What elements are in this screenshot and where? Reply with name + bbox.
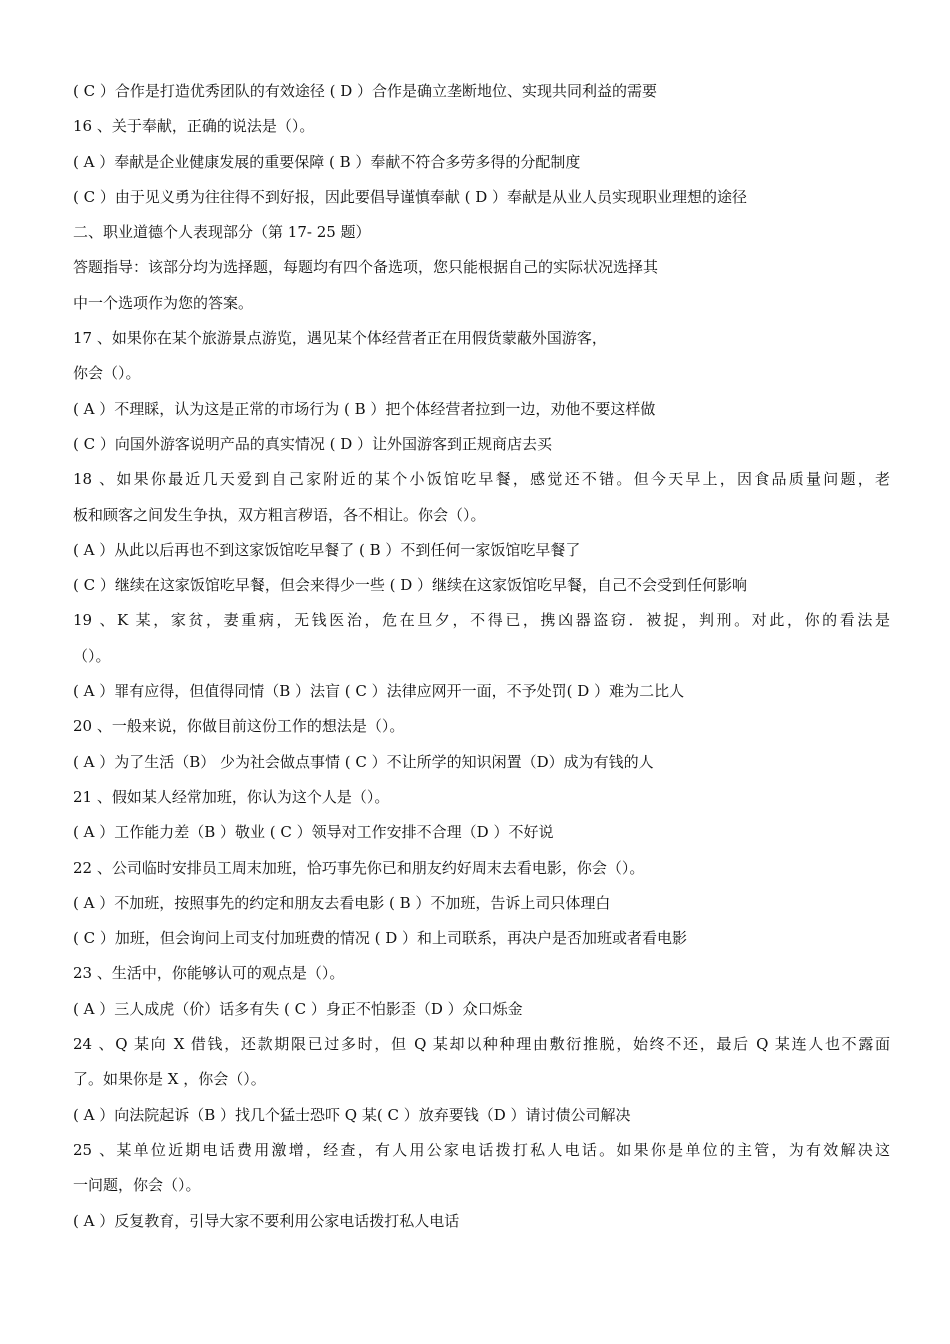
question-19: 19 、K 某，家贫，妻重病，无钱医治，危在旦夕，不得已，携凶器盗窃．被捉，判刑。对此，你的看法是 (73, 611, 890, 630)
question-24-cont: 了。如果你是 X ，你会（）。 (73, 1070, 266, 1089)
question-23: 23 、生活中，你能够认可的观点是（）。 (73, 964, 345, 983)
option-line-23: ( A ）三人成虎（价）话多有失 ( C ）身正不怕影歪（D ）众口烁金 (73, 999, 523, 1018)
question-24: 24 、Q 某向 X 借钱，还款期限已过多时，但 Q 某却以种种理由敷衍推脱，始终不还，最后 Q 某连人也不露面 (73, 1035, 890, 1054)
option-line-15cd: ( C ）合作是打造优秀团队的有效途径 ( D ）合作是确立垄断地位、实现共同利益的需要 (73, 82, 658, 100)
question-18: 18 、如果你最近几天爱到自己家附近的某个小饭馆吃早餐，感觉还不错。但今天早上，因食品质量问题，老 (73, 470, 890, 489)
instructions-line-2: 中一个选项作为您的答案。 (73, 293, 254, 312)
question-19-cont: （）。 (73, 646, 111, 665)
question-18-cont: 板和顾客之间发生争执，双方粗言秽语，各不相让。你会（）。 (73, 505, 486, 524)
question-20: 20 、一般来说，你做目前这份工作的想法是（）。 (73, 717, 405, 736)
question-25: 25 、某单位近期电话费用激增，经查，有人用公家电话拨打私人电话。如果你是单位的主管，为有效解决这 (73, 1140, 890, 1159)
option-line-16ab: ( A ）奉献是企业健康发展的重要保障 ( B ）奉献不符合多劳多得的分配制度 (73, 152, 581, 171)
section-heading: 二、职业道德个人表现部分（第 17- 25 题） (73, 223, 371, 242)
option-line-16cd: ( C ）由于见义勇为往往得不到好报，因此要倡导谨慎奉献 ( D ）奉献是从业人员实现职业理想的途径 (73, 187, 748, 206)
option-line-25a: ( A ）反复教育，引导大家不要利用公家电话拨打私人电话 (73, 1211, 460, 1230)
question-17: 17 、如果你在某个旅游景点游览，遇见某个体经营者正在用假货蒙蔽外国游客， (73, 329, 607, 348)
option-line-17ab: ( A ）不理睬，认为这是正常的市场行为 ( B ）把个体经营者拉到一边，劝他不要这样做 (73, 399, 656, 418)
option-line-21: ( A ）工作能力差（B ）敬业 ( C ）领导对工作安排不合理（D ）不好说 (73, 823, 554, 842)
instructions-line-1: 答题指导：该部分均为选择题，每题均有四个备选项，您只能根据自己的实际状况选择其 (73, 258, 659, 277)
question-25-cont: 一问题，你会（）。 (73, 1176, 201, 1195)
option-line-22ab: ( A ）不加班，按照事先的约定和朋友去看电影 ( B ）不加班，告诉上司只体理白 (73, 893, 611, 912)
option-line-17cd: ( C ）向国外游客说明产品的真实情况 ( D ）让外国游客到正规商店去买 (73, 434, 553, 453)
option-line-22cd: ( C ）加班，但会询问上司支付加班费的情况 ( D ）和上司联系，再决户是否加班或者看电影 (73, 929, 688, 948)
option-line-20: ( A ）为了生活（B） 少为社会做点事情 ( C ）不让所学的知识闲置（D）成为有钱的人 (73, 752, 654, 771)
option-line-24: ( A ）向法院起诉（B ）找几个猛士恐吓 Q 某( C ）放弃要钱（D ）请讨债公司解决 (73, 1105, 631, 1124)
question-17-cont: 你会（）。 (73, 364, 141, 383)
question-22: 22 、公司临时安排员工周末加班，恰巧事先你已和朋友约好周末去看电影，你会（）。 (73, 858, 645, 877)
option-line-19: ( A ）罪有应得，但值得同情（B ）法盲 ( C ）法律应网开一面，不予处罚( D ）难为二比人 (73, 682, 685, 701)
option-line-18ab: ( A ）从此以后再也不到这家饭馆吃早餐了 ( B ）不到任何一家饭馆吃早餐了 (73, 540, 581, 559)
question-16: 16 、关于奉献，正确的说法是（）。 (73, 117, 315, 136)
question-21: 21 、假如某人经常加班，你认为这个人是（）。 (73, 787, 390, 806)
option-line-18cd: ( C ）继续在这家饭馆吃早餐，但会来得少一些 ( D ）继续在这家饭馆吃早餐，自己不会受到任何影响 (73, 576, 748, 595)
